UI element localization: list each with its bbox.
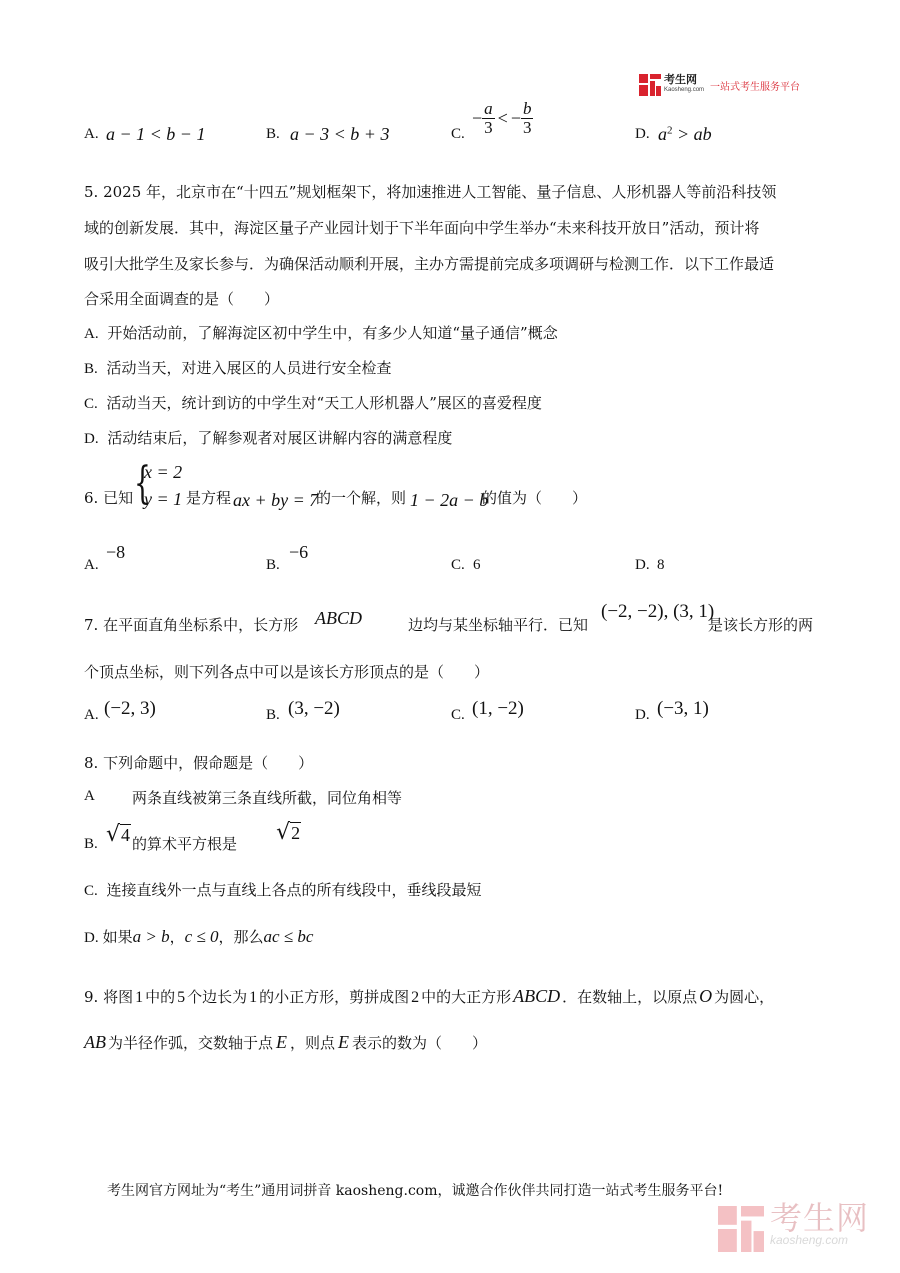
logo-brand-en: Kaosheng.com <box>664 87 705 93</box>
q9-point-label: E <box>276 1032 288 1052</box>
watermark <box>718 1199 870 1252</box>
q9-origin-label: O <box>699 986 713 1006</box>
q6-option-c-label: C. <box>451 557 465 573</box>
q6-option-b-value: −6 <box>289 542 309 562</box>
q5-stem-line: 合采用全面调查的是（ ） <box>84 290 280 308</box>
logo-slogan: 一站式考生服务平台 <box>710 81 801 93</box>
q6-option-d-value: 8 <box>657 557 665 573</box>
q9-line1 <box>84 986 774 1008</box>
q9-text: 中的 <box>145 988 176 1006</box>
q8-option-d-pre: 如果 <box>102 928 133 946</box>
q4-c-neg1: − <box>472 108 483 128</box>
q4-c-num2: b <box>522 99 532 118</box>
q4-option-a-label: A. <box>84 126 99 142</box>
q9-text: 表示的数为（ ） <box>352 1034 488 1052</box>
q6-mid1: 是方程 <box>186 489 232 507</box>
q6-eq1: x = 2 <box>144 462 183 482</box>
watermark-brand-en: kaosheng.com <box>770 1233 849 1247</box>
q9-text: 中的大正方形 <box>421 988 512 1006</box>
q7-option-d-value: (−3, 1) <box>657 698 709 719</box>
q4-c-den1: 3 <box>484 118 493 137</box>
watermark-brand-cn: 考生网 <box>770 1199 870 1237</box>
q7-option-c-label: C. <box>451 707 465 723</box>
q5-option-d-label: D. <box>84 431 99 447</box>
q9-text: ，则点 <box>290 1034 336 1052</box>
q9-number: 5 <box>177 989 186 1006</box>
q7-line2: 个顶点坐标，则下列各点中可以是该长方形顶点的是（ ） <box>84 663 490 681</box>
q7-option-b-label: B. <box>266 707 280 723</box>
q9-number: 2 <box>411 989 420 1006</box>
logo-brand-cn: 考生网 <box>664 73 697 86</box>
q4-option-a-expr: a − 1 < b − 1 <box>106 124 206 144</box>
q5-option-a-label: A. <box>84 326 99 342</box>
q5-option-d <box>84 428 452 449</box>
q9-line2 <box>84 1032 487 1053</box>
q8-option-d <box>84 927 313 948</box>
q8-sqrt-2-value: 2 <box>291 823 301 843</box>
q6-option-a-value: −8 <box>106 542 126 562</box>
q7-suffix: 是该长方形的两 <box>708 616 814 634</box>
q8-option-d-cond1: a > b <box>132 927 170 946</box>
q4-d-base: a <box>658 124 667 144</box>
q4-c-lt: < <box>497 108 508 128</box>
q9-number: 1 <box>135 989 144 1006</box>
q4-option-c-expr <box>472 100 533 137</box>
q8-option-a-label: A <box>84 788 95 804</box>
q8-option-c-label: C. <box>84 883 98 899</box>
q8-option-c <box>84 880 482 901</box>
q8-option-b-label: B. <box>84 836 98 852</box>
q5-option-b-text: 活动当天，对进入展区的人员进行安全检查 <box>106 359 392 377</box>
q6-brace: { <box>134 458 151 509</box>
q6-option-c-value: 6 <box>473 557 481 573</box>
q8-option-c-text: 连接直线外一点与直线上各点的所有线段中，垂线段最短 <box>106 881 482 899</box>
q8-option-b-mid: 的算术平方根是 <box>132 835 238 853</box>
q7-option-a-value: (−2, 3) <box>104 698 156 719</box>
q4-c-frac2 <box>521 100 534 137</box>
q9-text: ．在数轴上，以原点 <box>562 988 698 1006</box>
q4-option-c-label: C. <box>451 126 465 142</box>
q8-option-a-text: 两条直线被第三条直线所截，同位角相等 <box>132 789 403 807</box>
q9-number: 1 <box>249 989 258 1006</box>
q4-d-exp: 2 <box>667 124 673 137</box>
q6-option-a-label: A. <box>84 557 99 573</box>
q8-option-d-cond3: ac ≤ bc <box>263 927 314 946</box>
header-logo <box>639 74 800 96</box>
q4-option-b-expr: a − 3 < b + 3 <box>290 124 390 144</box>
q5-option-b-label: B. <box>84 361 98 377</box>
q7-mid: 边均与某坐标轴平行．已知 <box>408 616 589 634</box>
q8-sqrt-4-value: 4 <box>121 825 131 845</box>
q6-option-b-label: B. <box>266 557 280 573</box>
q6-mid2: 的一个解，则 <box>316 489 407 507</box>
q9-text: 的小正方形，剪拼成图 <box>259 988 410 1006</box>
q5-option-d-text: 活动结束后，了解参观者对展区讲解内容的满意程度 <box>107 429 453 447</box>
q9-point-label: E <box>338 1032 350 1052</box>
q4-option-b-label: B. <box>266 126 280 142</box>
q6-option-d-label: D. <box>635 557 650 573</box>
q5-option-c <box>84 393 542 414</box>
q4-c-num1: a <box>484 99 493 118</box>
q8-sqrt-4: √4 <box>106 822 131 847</box>
q8-option-d-sep: ， <box>169 928 185 946</box>
q8-sqrt-2: √2 <box>276 820 301 845</box>
q8-option-d-mid: ，那么 <box>218 928 264 946</box>
q9-text: 9. 将图 <box>84 988 134 1006</box>
q5-option-c-text: 活动当天，统计到访的中学生对“天工人形机器人”展区的喜爱程度 <box>106 394 542 412</box>
q6-expr: 1 − 2a − b <box>410 490 489 510</box>
q7-rect: ABCD <box>315 608 362 628</box>
q8-stem: 8. 下列命题中，假命题是（ ） <box>84 754 314 772</box>
footer-text: 考生网官方网址为“考生”通用词拼音 kaosheng.com，诚邀合作伙伴共同打造一站式考生服务平台! <box>107 1183 724 1199</box>
q9-square-label: ABCD <box>513 986 561 1006</box>
q5-option-b <box>84 358 392 379</box>
q9-text: 为圆心， <box>714 988 775 1006</box>
q5-stem-line: 5. 2025 年，北京市在“十四五”规划框架下，将加速推进人工智能、量子信息、人形机器人等前沿科技领 <box>84 183 777 201</box>
q7-points: (−2, −2), (3, 1) <box>601 601 715 622</box>
q7-option-b-value: (3, −2) <box>288 698 340 719</box>
q6-prefix: 6. 已知 <box>84 489 134 507</box>
q9-text: 为半径作弧，交数轴于点 <box>108 1034 274 1052</box>
q6-equation: ax + by = 7 <box>233 490 319 510</box>
q5-option-a-text: 开始活动前，了解海淀区初中学生中，有多少人知道“量子通信”概念 <box>107 324 558 342</box>
q7-option-c-value: (1, −2) <box>472 698 524 719</box>
q5-stem-line: 吸引大批学生及家长参与．为确保活动顺利开展，主办方需提前完成多项调研与检测工作．以下工作最适 <box>84 255 775 273</box>
watermark-logo-icon <box>718 1206 764 1252</box>
q4-option-d-expr <box>658 124 712 145</box>
q4-option-d-label: D. <box>635 126 650 142</box>
q5-option-a <box>84 323 558 344</box>
q8-option-d-cond2: c ≤ 0 <box>184 927 219 946</box>
q4-c-den2: 3 <box>522 118 532 137</box>
q5-option-c-label: C. <box>84 396 98 412</box>
kaosheng-logo-icon <box>639 74 661 96</box>
q8-option-d-label: D. <box>84 930 99 946</box>
q7-prefix: 7. 在平面直角坐标系中，长方形 <box>84 616 299 634</box>
q4-c-frac1 <box>482 100 495 137</box>
q9-radius-label: AB <box>84 1032 106 1052</box>
q4-c-neg2: − <box>510 108 521 128</box>
q6-suffix: 的值为（ ） <box>482 489 588 507</box>
q7-option-a-label: A. <box>84 707 99 723</box>
q7-option-d-label: D. <box>635 707 650 723</box>
q5-stem-line: 域的创新发展．其中，海淀区量子产业园计划于下半年面向中学生举办“未来科技开放日”活动，预计将 <box>84 219 760 237</box>
q9-text: 个边长为 <box>187 988 248 1006</box>
q4-d-rest: > ab <box>672 124 712 144</box>
q6-eq2: y = 1 <box>144 489 183 509</box>
